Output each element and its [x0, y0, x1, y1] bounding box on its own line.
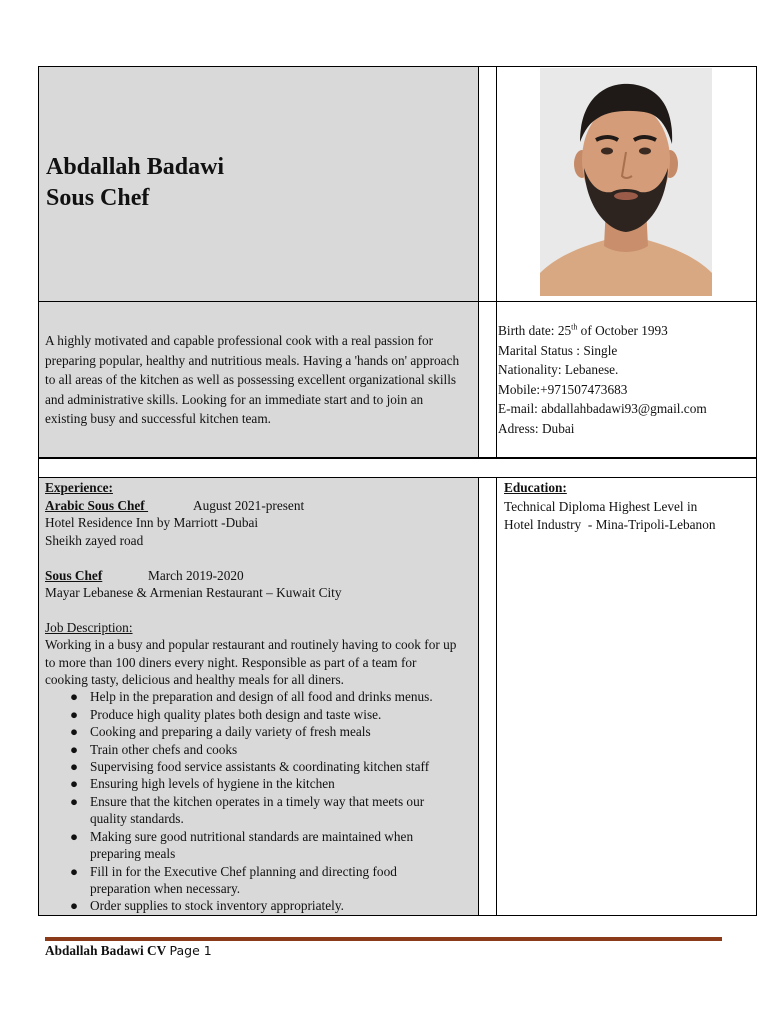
- job-description-line: cooking tasty, delicious and healthy meals for all diners.: [45, 672, 344, 688]
- education-line: Hotel Industry - Mina-Tripoli-Lebanon: [504, 517, 716, 532]
- job-1-dates: August 2021-present: [193, 498, 305, 513]
- name-title-block: [46, 152, 224, 214]
- birth-date: Birth date: 25th of October 1993: [498, 322, 668, 338]
- professional-summary: A highly motivated and capable professional cook with a real passion for preparing popular, healthy and nutritious meals. Having a 'hands on' approach to all areas of the kitchen as well as possessing excellent organizational skills and administrative skills. Looking for an immediate start and to join an existing busy and successful kitchen team.: [45, 333, 460, 427]
- table-col-divider-2: [496, 66, 497, 458]
- spacer: [45, 549, 477, 566]
- job-1-employer: Hotel Residence Inn by Marriott -Dubai: [45, 515, 259, 531]
- candidate-name: Abdallah Badawi: [46, 154, 225, 180]
- job-2-header: [45, 567, 477, 584]
- list-item: ● Produce high quality plates both design and taste wise.: [70, 706, 382, 722]
- list-item: ● Making sure good nutritional standards are maintained when preparing meals: [70, 828, 414, 862]
- bullet-icon: ●: [70, 759, 79, 775]
- job-1-location: Sheikh zayed road: [45, 532, 144, 548]
- candidate-title: Sous Chef: [46, 185, 150, 211]
- bullet-icon: ●: [70, 706, 79, 722]
- list-item: ● Help in the preparation and design of all food and drinks menus.: [70, 689, 433, 705]
- job-1-role: Arabic Sous Chef: [45, 498, 149, 513]
- list-item: ● Ensuring high levels of hygiene in the kitchen: [70, 776, 335, 792]
- spacer: [45, 601, 477, 618]
- table-border-right: [756, 66, 757, 916]
- bullet-icon: ●: [70, 724, 79, 740]
- table-col-divider-1b: [478, 477, 479, 916]
- bullet-icon: ●: [70, 776, 79, 792]
- bullet-icon: ●: [70, 741, 79, 757]
- job-1-header: [45, 497, 477, 514]
- profile-photo: [540, 68, 712, 296]
- table-row-divider-2: [38, 457, 757, 459]
- table-border-bottom: [38, 915, 757, 916]
- mobile-number: Mobile:+971507473683: [498, 381, 628, 397]
- job-description-label: Job Description:: [45, 619, 133, 635]
- footer-rule: [45, 937, 722, 941]
- list-item: ● Cooking and preparing a daily variety of fresh meals: [70, 724, 371, 740]
- job-2-employer: Mayar Lebanese & Armenian Restaurant – Kuwait City: [45, 585, 342, 601]
- list-item: ● Train other chefs and cooks: [70, 741, 238, 757]
- experience-section: [45, 497, 477, 915]
- education-heading: Education:: [504, 480, 567, 495]
- email-address: E-mail: abdallahbadawi93@gmail.com: [498, 401, 707, 417]
- experience-heading: Experience:: [45, 480, 113, 495]
- list-item: ● Ensure that the kitchen operates in a timely way that meets our quality standards.: [70, 793, 425, 827]
- job-description-line: to more than 100 diners every night. Responsible as part of a team for: [45, 654, 417, 670]
- job-2-dates: March 2019-2020: [148, 567, 244, 583]
- page-number: Page 1: [169, 943, 212, 958]
- nationality: Nationality: Lebanese.: [498, 362, 619, 378]
- duties-list: [45, 688, 477, 914]
- table-col-divider-1: [478, 66, 479, 458]
- portrait-illustration: [540, 68, 712, 296]
- table-row-divider-3: [38, 477, 757, 478]
- job-description-line: Working in a busy and popular restaurant and routinely having to cook for up: [45, 637, 457, 653]
- list-item: ● Fill in for the Executive Chef planning and directing food preparation when necessary.: [70, 863, 397, 896]
- footer-name: Abdallah Badawi CV: [45, 943, 167, 958]
- job-2-role: Sous Chef: [45, 567, 103, 583]
- list-item: ● Order supplies to stock inventory appropriately.: [70, 898, 344, 914]
- table-row-divider-1: [38, 301, 757, 302]
- bullet-icon: ●: [70, 828, 79, 844]
- bullet-icon: ●: [70, 898, 79, 914]
- bullet-icon: ●: [70, 793, 79, 809]
- list-item: ● Supervising food service assistants & coordinating kitchen staff: [70, 759, 430, 775]
- table-border-top: [38, 66, 757, 67]
- table-border-left: [38, 66, 39, 916]
- address: Adress: Dubai: [498, 420, 575, 436]
- marital-status: Marital Status : Single: [498, 342, 618, 358]
- education-line: Technical Diploma Highest Level in: [504, 499, 698, 514]
- table-col-divider-2b: [496, 477, 497, 916]
- bullet-icon: ●: [70, 689, 79, 705]
- page-footer: [45, 943, 212, 959]
- personal-info: [498, 321, 756, 439]
- education-section: [504, 498, 754, 534]
- bullet-icon: ●: [70, 863, 79, 879]
